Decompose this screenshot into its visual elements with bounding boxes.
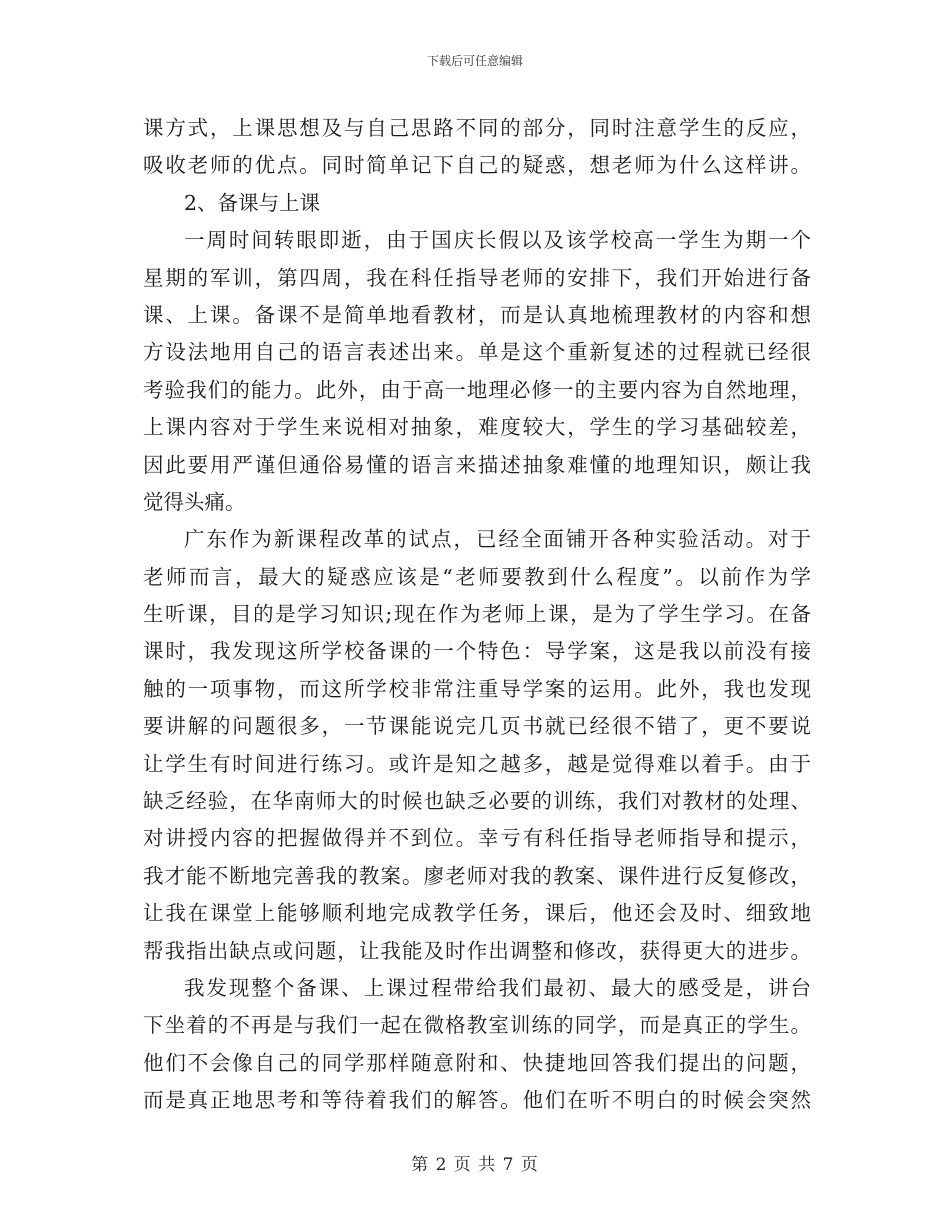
text-line: 因此要用严谨但通俗易懂的语言来描述抽象难懂的地理知识，颇让我 xyxy=(143,452,811,477)
text-line: 一周时间转眼即逝，由于国庆长假以及该学校高一学生为期一个 xyxy=(184,228,811,253)
text-line: 广东作为新课程改革的试点，已经全面铺开各种实验活动。对于 xyxy=(184,527,811,552)
text-line: 而是真正地思考和等待着我们的解答。他们在听不明白的时候会突然 xyxy=(143,1088,811,1113)
page-header: 下载后可任意编辑 xyxy=(426,54,523,68)
text-line: 让学生有时间进行练习。或许是知之越多，越是觉得难以着手。由于 xyxy=(143,751,811,776)
text-line: 方设法地用自己的语言表述出来。单是这个重新复述的过程就已经很 xyxy=(143,340,811,365)
text-line: 星期的军训，第四周，我在科任指导老师的安排下，我们开始进行备 xyxy=(143,265,811,290)
text-line: 考验我们的能力。此外，由于高一地理必修一的主要内容为自然地理， xyxy=(143,377,811,402)
text-line: 课、上课。备课不是简单地看教材，而是认真地梳理教材的内容和想 xyxy=(143,302,811,327)
text-line: 2、备课与上课 xyxy=(184,190,321,215)
text-line: 他们不会像自己的同学那样随意附和、快捷地回答我们提出的问题， xyxy=(143,1050,811,1075)
text-line: 课时，我发现这所学校备课的一个特色：导学案，这是我以前没有接 xyxy=(143,639,811,664)
text-line: 触的一项事物，而这所学校非常注重导学案的运用。此外，我也发现 xyxy=(143,676,811,701)
text-line: 下坐着的不再是与我们一起在微格教室训练的同学，而是真正的学生。 xyxy=(143,1013,811,1038)
text-line: 要讲解的问题很多，一节课能说完几页书就已经很不错了，更不要说 xyxy=(143,714,811,739)
document-body xyxy=(143,110,811,1120)
text-line: 我发现整个备课、上课过程带给我们最初、最大的感受是，讲台 xyxy=(184,975,811,1000)
text-line: 上课内容对于学生来说相对抽象，难度较大，学生的学习基础较差， xyxy=(143,415,811,440)
text-line: 吸收老师的优点。同时简单记下自己的疑惑，想老师为什么这样讲。 xyxy=(143,153,811,178)
text-line: 觉得头痛。 xyxy=(143,489,246,514)
text-line: 帮我指出缺点或问题，让我能及时作出调整和修改，获得更大的进步。 xyxy=(143,938,811,963)
text-line: 生听课，目的是学习知识;现在作为老师上课，是为了学生学习。在备 xyxy=(143,602,811,627)
text-line: 课方式，上课思想及与自己思路不同的部分，同时注意学生的反应， xyxy=(143,116,811,140)
text-line: 我才能不断地完善我的教案。廖老师对我的教案、课件进行反复修改， xyxy=(143,863,811,888)
page-footer: 第 2 页 共 7 页 xyxy=(411,1155,539,1175)
text-line: 缺乏经验，在华南师大的时候也缺乏必要的训练，我们对教材的处理、 xyxy=(143,789,811,814)
text-line: 老师而言，最大的疑惑应该是“老师要教到什么程度”。以前作为学 xyxy=(143,564,811,589)
text-line: 让我在课堂上能够顺利地完成教学任务，课后，他还会及时、细致地 xyxy=(143,901,811,926)
text-line: 对讲授内容的把握做得并不到位。幸亏有科任指导老师指导和提示， xyxy=(143,826,811,851)
